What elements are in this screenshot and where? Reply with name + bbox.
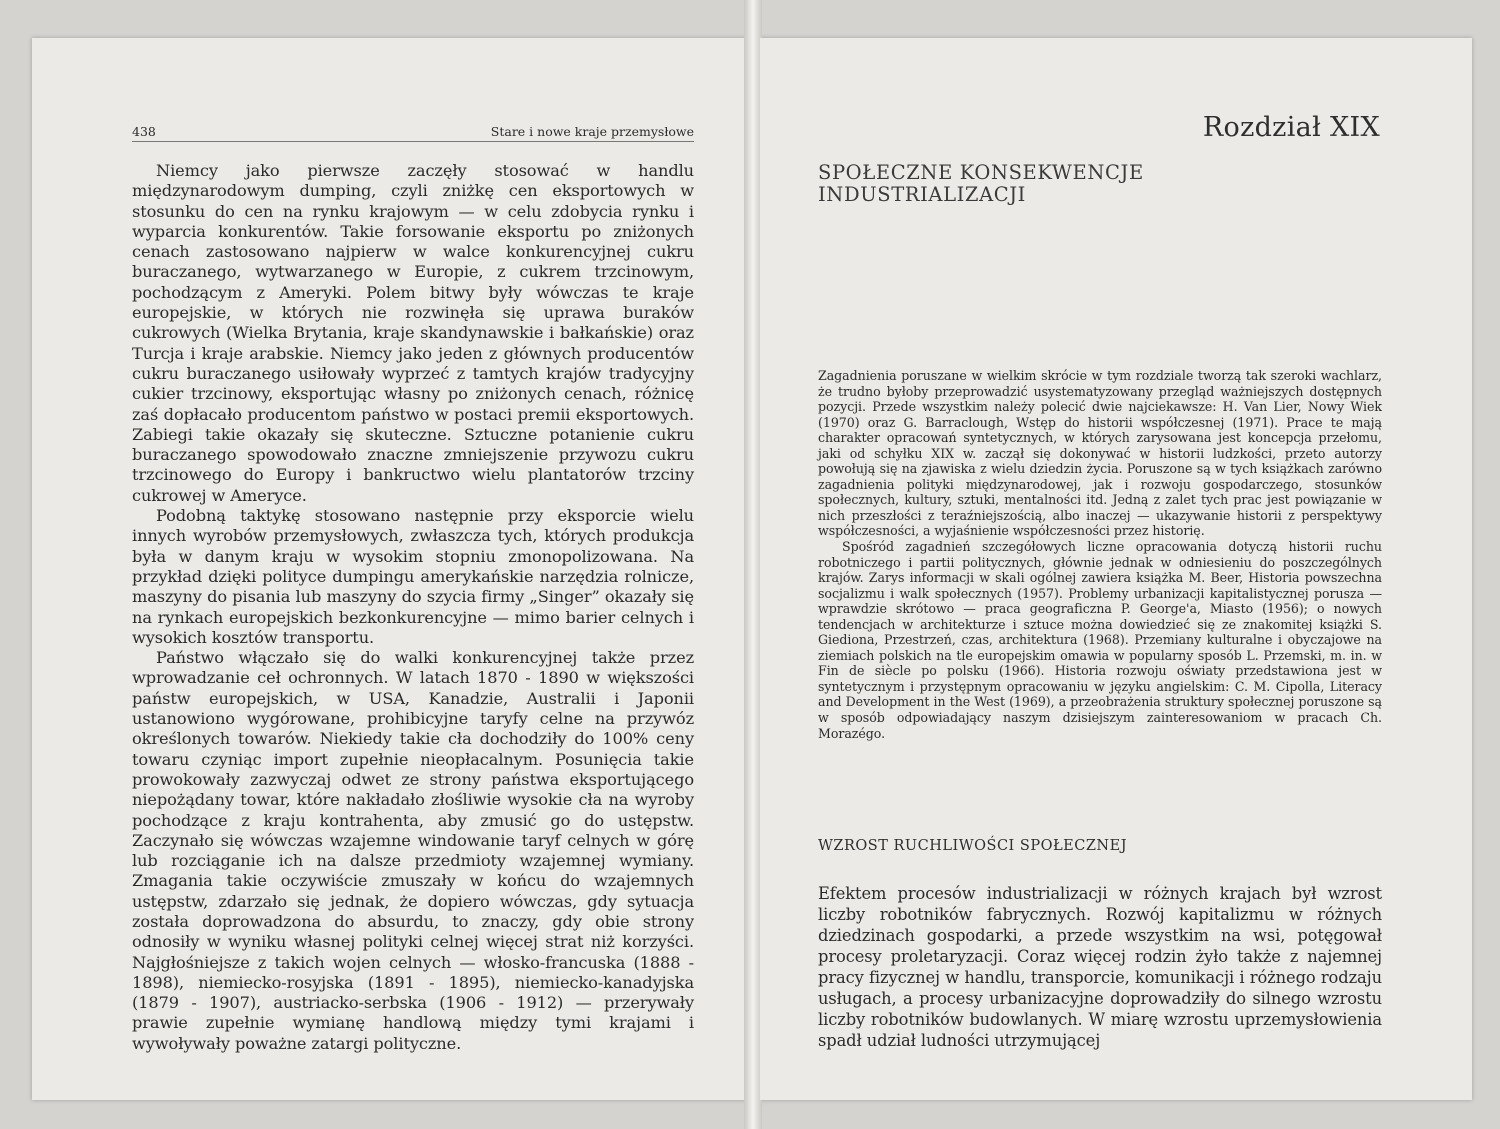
left-page [32,38,746,1100]
paragraph: Podobną taktykę stosowano następnie przy eksporcie wielu innych wyrobów przemysłowych, zwłaszcza tych, których produkcja była w danym kraju w wysokim stopniu zmonopolizowana. Na przykład dzięki polityce dumpingu amerykańskie narzędzia rolnicze, maszyny do pisania lub maszyny do szycia firmy „Singer” okazały się na rynkach europejskich bezkonkurencyjne — mimo barier celnych i wysokich kosztów transportu. [132,506,694,647]
running-head [132,124,694,142]
running-head-title: Stare i nowe kraje przemysłowe [490,124,694,139]
note-paragraph: Spośród zagadnień szczegółowych liczne opracowania dotyczą historii ruchu robotniczego i partii politycznych, głównie jednak w odniesieniu do poszczególnych krajów. Zarys informacji w skali ogólnej zawiera książka M. Beer, Historia powszechna socjalizmu i walk społecznych (1957). Problemy urbanizacji kapitalistycznej porusza — wprawdzie skrótowo — praca geograficzna P. George'a, Miasto (1956); o nowych tendencjach w architekturze i sztuce można dowiedzieć się ze znakomitej książki S. Giediona, Przestrzeń, czas, architektura (1968). Przemiany kulturalne i obyczajowe na ziemiach polskich na tle europejskim omawia w popularny sposób L. Przemski, m. in. w Fin de siècle po polsku (1966). Historia rozwoju oświaty przedstawiona jest w syntetycznym i przystępnym opracowaniu w języku angielskim: C. M. Cipolla, Literacy and Development in the West (1969), a przeobrażenia struktury społecznej poruszone są w sposób odpowiadający naszym dzisiejszym zainteresowaniom w pracach Ch. Morazégo. [818,539,1382,741]
note-paragraph: Zagadnienia poruszane w wielkim skrócie w tym rozdziale tworzą tak szeroki wachlarz, że trudno byłoby przeprowadzić usystematyzowany przegląd ważniejszych dostępnych pozycji. Przede wszystkim należy polecić dwie najciekawsze: H. Van Lier, Nowy Wiek (1970) oraz G. Barraclough, Wstęp do historii współczesnej (1971). Prace te mają charakter opracowań syntetycznych, w których zarysowana jest koncepcja przełomu, jaki od schyłku XIX w. zaczął się dokonywać w historii ludzkości, przeto autorzy powołują się na zjawiska z wielu dziedzin życia. Poruszone są w tych książkach zarówno zagadnienia polityki międzynarodowej, jak i rozwoju gospodarczego, stosunków społecznych, kultury, sztuki, mentalności itd. Jedną z zalet tych prac jest powiązanie w nich przeszłości z teraźniejszością, albo inaczej — ukazywanie historii z perspektywy współczesności, a wyjaśnienie współczesności przez historię. [818,368,1382,539]
paragraph: Niemcy jako pierwsze zaczęły stosować w handlu międzynarodowym dumping, czyli zniżkę cen eksportowych w stosunku do cen na rynku krajowym — w celu zdobycia rynku i wyparcia konkurentów. Takie forsowanie eksportu po zniżonych cenach zastosowano najpierw w walce konkurencyjnej cukru buraczanego, wytwarzanego w Europie, z cukrem trzcinowym, pochodzącym z Ameryki. Polem bitwy były wówczas te kraje europejskie, w których nie rozwinęła się uprawa buraków cukrowych (Wielka Brytania, kraje skandynawskie i bałkańskie) oraz Turcja i kraje arabskie. Niemcy jako jeden z głównych producentów cukru buraczanego usiłowały wyprzeć z tamtych krajów tradycyjny cukier trzcinowy, eksportując własny po zniżonych cenach, różnicę zaś dopłacało producentom państwo w postaci premii eksportowych. Zabiegi takie okazały się skuteczne. Sztuczne potanienie cukru buraczanego spowodowało znaczne zmniejszenie przywozu cukru trzcinowego do Europy i bankructwo wielu plantatorów trzciny cukrowej w Ameryce. [132,161,694,505]
paragraph: Efektem procesów industrializacji w różnych krajach był wzrost liczby robotników fabrycznych. Rozwój kapitalizmu w różnych dziedzinach gospodarki, a przede wszystkim na wsi, potęgował procesy proletaryzacji. Coraz więcej rodzin żyło także z najemnej pracy fizycznej w handlu, transporcie, komunikacji i różnego rodzaju usługach, a procesy urbanizacyjne doprowadziły do silnego wzrostu liczby robotników budowlanych. W miarę wzrostu uprzemysłowienia spadł udział ludności utrzymującej [818,884,1382,1050]
paragraph: Państwo włączało się do walki konkurencyjnej także przez wprowadzanie ceł ochronnych. W latach 1870 - 1890 w większości państw europejskich, w USA, Kanadzie, Australii i Japonii ustanowiono wygórowane, prohibicyjne taryfy celne na przywóz określonych towarów. Niekiedy takie cła dochodziły do 100% ceny towaru czyniąc import zupełnie nieopłacalnym. Posunięcia takie prowokowały zazwyczaj odwet ze strony państwa eksportującego niepożądany towar, które nakładało złośliwie wysokie cła na wyroby pochodzące z kraju kontrahenta, aby zmusić go do ustępstw. Zaczynało się wówczas wzajemne windowanie taryf celnych w górę lub rozciąganie ich na dalsze przedmioty wzajemnej wymiany. Zmagania takie oczywiście zmuszały w końcu do wzajemnych ustępstw, zdarzało się jednak, że dopiero wówczas, gdy sytuacja została doprowadzona do absurdu, to znaczy, gdy obie strony odnosiły w wyniku własnej polityki celnej więcej strat niż korzyści. Najgłośniejsze z takich wojen celnych — włosko-francuska (1888 - 1898), niemiecko-rosyjska (1891 - 1895), niemiecko-kanadyjska (1879 - 1907), austriacko-serbska (1906 - 1912) — przerywały prawie zupełnie wymianę handlową między tymi krajami i wywoływały poważne zatargi polityczne. [132,648,694,1053]
chapter-title-line: SPOŁECZNE KONSEKWENCJE [818,161,1144,184]
left-page-text [132,161,694,1054]
right-page [760,38,1472,1100]
chapter-title-line: INDUSTRIALIZACJI [818,183,1026,206]
page-number: 438 [132,124,156,139]
bibliographic-note [818,368,1382,741]
chapter-number: Rozdział XIX [1202,112,1380,143]
section-title: WZROST RUCHLIWOŚCI SPOŁECZNEJ [818,838,1128,854]
chapter-title [818,162,1238,206]
right-page-text [818,883,1382,1051]
